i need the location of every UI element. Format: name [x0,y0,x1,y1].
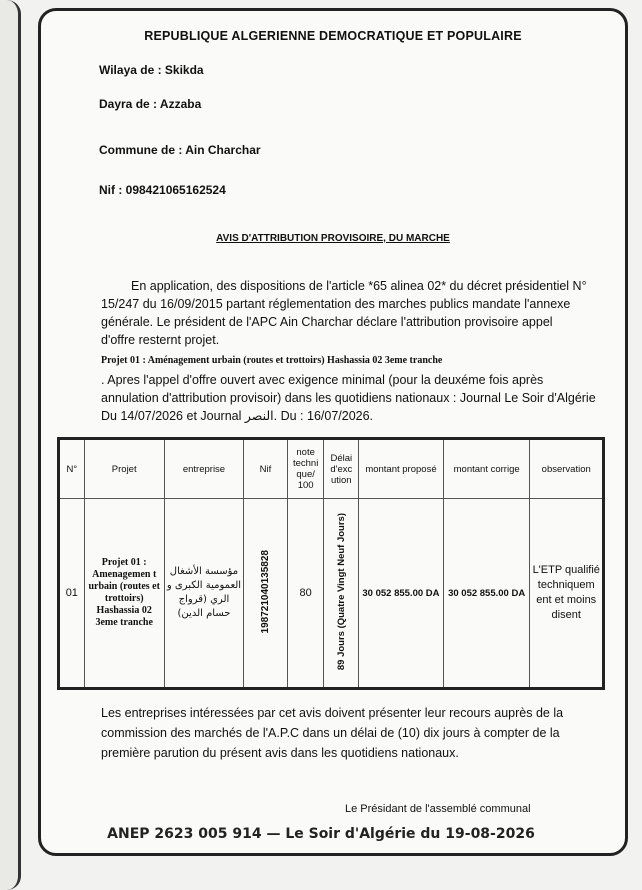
tender-paragraph: . Apres l'appel d'offre ouvert avec exigence minimal (pour la deuxéme fois après annulation d'attribution provisoir) dans les quotidiens nationaux : Journal Le Soir d'Algérie Du 14/07/2026 et Journal النصر. Du : 16/07/2026. [101,373,596,423]
header-delai: Délai d'exc ution [324,439,359,499]
header-observation: observation [530,439,604,499]
commune-field: Commune de : Ain Charchar [99,143,261,157]
cell-projet: Projet 01 : Amenagemen t urbain (routes et trottoirs) Hashassia 02 3eme tranche [84,499,164,689]
publication-footer: ANEP 2623 005 914 — Le Soir d'Algérie du 19-08-2026 [107,826,535,842]
wilaya-field: Wilaya de : Skikda [99,63,204,77]
republic-header: REPUBLIQUE ALGERIENNE DEMOCRATIQUE ET POPULAIRE [144,29,522,43]
cell-entreprise: مؤسسة الأشغال العمومية الكبرى و الري (قرواج حسام الدين) [164,499,243,689]
header-nif: Nif [244,439,288,499]
cell-montant-corrige: 30 052 855.00 DA [443,499,530,689]
header-note: note techni que/ 100 [287,439,324,499]
cell-montant: 30 052 855.00 DA [359,499,444,689]
header-montant: montant proposé [359,439,444,499]
application-text: En application, des dispositions de l'article *65 alinea 02* du décret présidentiel N° 15/247 du 16/09/2015 partant réglementation des marches publics mandate l'annexe générale. Le président de l'APC Ain Charchar déclare l'attribution provisoire appel d'offre resternt projet. [101,279,587,347]
project-line: Projet 01 : Aménagement urbain (routes et trottoirs) Hashassia 02 3eme tranche [101,355,443,366]
table-row [59,499,604,689]
notice-title: AVIS D'ATTRIBUTION PROVISOIRE, DU MARCHE [216,233,450,244]
application-paragraph [101,277,589,349]
cell-note: 80 [287,499,324,689]
signature-line: Le Présidant de l'assemblé communal [345,803,531,815]
adjacent-page-edge [0,0,21,890]
cell-delai [324,499,359,689]
header-projet: Projet [84,439,164,499]
nif-field: Nif : 098421065162524 [99,183,226,197]
cell-no: 01 [59,499,85,689]
header-no: N° [59,439,85,499]
header-entreprise: entreprise [164,439,243,499]
table-header-row [59,439,604,499]
cell-observation: L'ETP qualifié techniquem ent et moins disent [530,499,604,689]
recourse-paragraph: Les entreprises intéressées par cet avis doivent présenter leur recours auprès de la commission des marchés de l'A.P.C dans un délai de (10) dix jours à compter de la première parution du présent avis dans les quotidiens nationaux. [101,706,564,760]
cell-nif [244,499,288,689]
dayra-field: Dayra de : Azzaba [99,97,202,111]
notice-page [38,8,628,856]
header-montant-corrige: montant corrige [443,439,530,499]
nif-value: 198721040135828 [259,549,271,634]
attribution-table [57,437,605,690]
delai-value: 89 Jours (Quatre Vingt Neuf Jours) [335,512,347,671]
